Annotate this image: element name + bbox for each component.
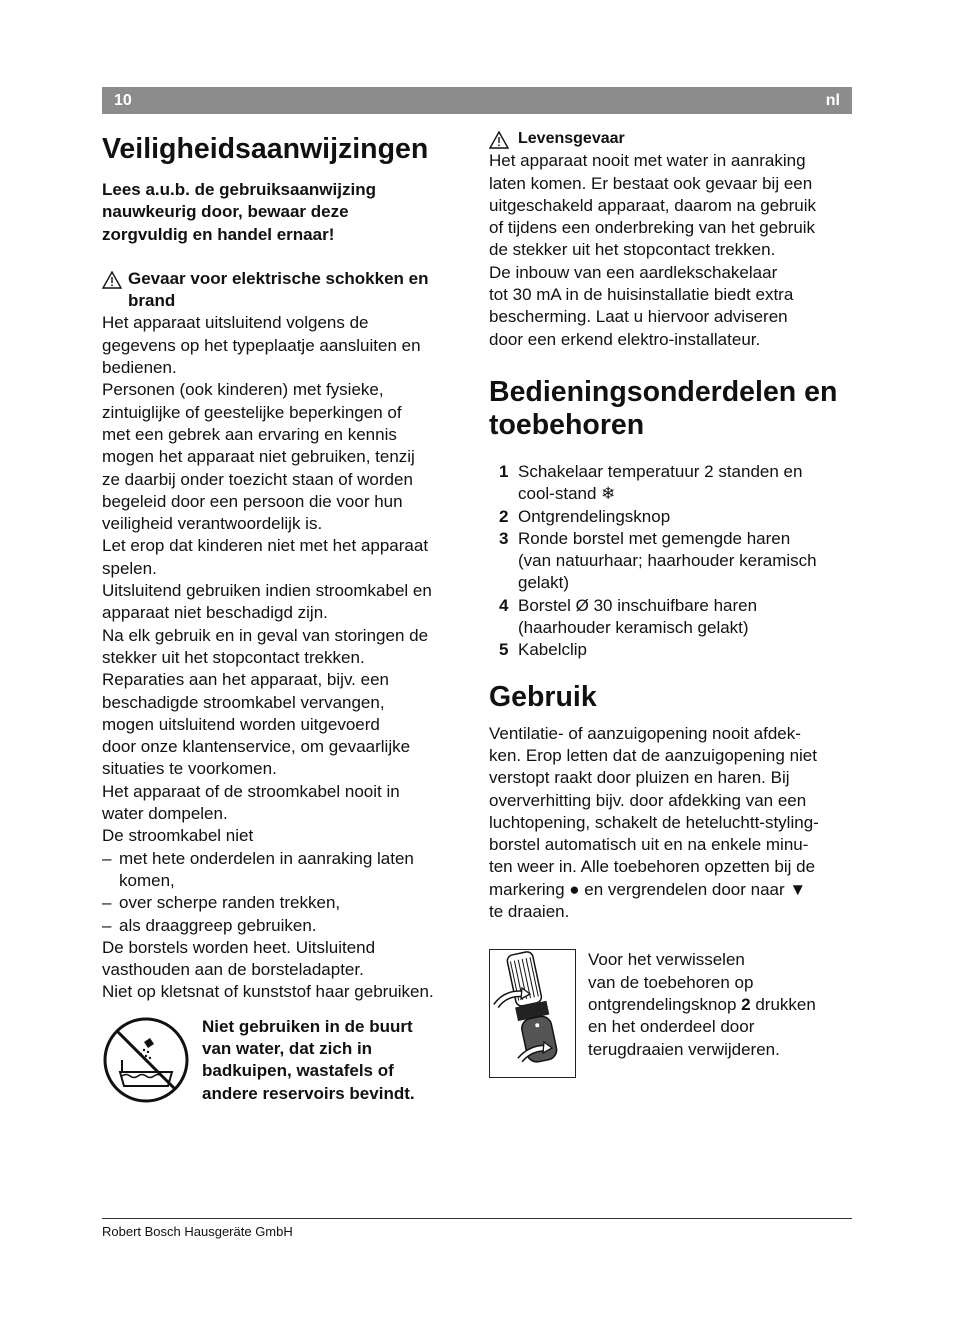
part-number-ref: 2 bbox=[741, 994, 751, 1014]
swap-accessory-text bbox=[588, 949, 816, 1060]
body-line: De borstels worden heet. Uitsluitend bbox=[102, 937, 376, 957]
body-line: Reparaties aan het apparaat, bijv. een bbox=[102, 670, 389, 690]
body-line: veiligheid verantwoordelijk is. bbox=[102, 514, 323, 534]
notice-line: Niet gebruiken in de buurt bbox=[202, 1016, 413, 1036]
list-item: – als draaggreep gebruiken. bbox=[102, 915, 470, 937]
body-line: door onze klantenservice, om gevaarlijke bbox=[102, 737, 411, 757]
body-line: verstopt raakt door pluizen en haren. Bij bbox=[489, 768, 790, 788]
body-line: laten komen. Er bestaat ook gevaar bij een bbox=[489, 173, 813, 193]
body-line: mogen uitsluitend worden uitgevoerd bbox=[102, 714, 380, 734]
list-item-text: gelakt) bbox=[518, 573, 570, 593]
safety-title: Veiligheidsaanwijzingen bbox=[102, 133, 429, 165]
body-line: bedienen. bbox=[102, 358, 177, 378]
parts-title-line: toebehoren bbox=[489, 408, 645, 441]
body-line: situaties te voorkomen. bbox=[102, 759, 277, 779]
body-line: apparaat niet beschadigd zijn. bbox=[102, 603, 328, 623]
language-code: nl bbox=[825, 92, 840, 109]
parts-list bbox=[489, 461, 854, 662]
body-line: Ventilatie- of aanzuigopening nooit afdek- bbox=[489, 723, 801, 743]
body-line: Niet op kletsnat of kunststof haar gebruiken. bbox=[102, 982, 434, 1002]
item-number: 2 bbox=[499, 506, 509, 526]
body-line: ze daarbij onder toezicht staan of worden bbox=[102, 469, 413, 489]
left-column bbox=[102, 128, 470, 1110]
warning-triangle-icon bbox=[102, 268, 128, 313]
page-number: 10 bbox=[114, 92, 132, 109]
body-line: stekker uit het stopcontact trekken. bbox=[102, 647, 365, 667]
body-line: water dompelen. bbox=[102, 804, 228, 824]
list-item bbox=[489, 528, 854, 595]
item-number: 3 bbox=[499, 528, 509, 548]
parts-title-line: Bedieningsonderdelen en bbox=[489, 375, 838, 408]
body-line: begeleid door een persoon die voor hun bbox=[102, 491, 403, 511]
body-line: Het apparaat nooit met water in aanraking bbox=[489, 151, 806, 171]
body-line: De stroomkabel niet bbox=[102, 826, 254, 846]
body-line: ontgrendelingsknop 2 drukken bbox=[588, 994, 816, 1014]
list-item-text: cool-stand ❄ bbox=[518, 484, 616, 504]
swap-accessory-section bbox=[489, 949, 854, 1078]
body-line: te draaien. bbox=[489, 902, 570, 922]
right-column bbox=[489, 128, 854, 1078]
brush-release-illustration bbox=[489, 949, 576, 1078]
use-body bbox=[489, 723, 854, 924]
body-line: Uitsluitend gebruiken indien stroomkabel en bbox=[102, 581, 432, 601]
body-line: met een gebrek aan ervaring en kennis bbox=[102, 424, 397, 444]
list-item-text: (haarhouder keramisch gelakt) bbox=[518, 618, 749, 638]
parts-title bbox=[489, 376, 854, 442]
intro-line: Lees a.u.b. de gebruiksaanwijzing bbox=[102, 180, 376, 199]
header-bar bbox=[102, 87, 852, 114]
intro-text bbox=[102, 179, 470, 246]
body-line: en het onderdeel door bbox=[588, 1017, 755, 1037]
list-item-text: met hete onderdelen in aanraking laten bbox=[119, 848, 414, 868]
warning-title-line: Gevaar voor elektrische schokken en bbox=[128, 268, 429, 288]
list-item-text: Ontgrendelingsknop bbox=[518, 506, 671, 526]
footer-company: Robert Bosch Hausgeräte GmbH bbox=[102, 1224, 293, 1239]
list-item-text: Borstel Ø 30 inschuifbare haren bbox=[518, 595, 758, 615]
footer-divider bbox=[102, 1218, 852, 1219]
body-line: ten weer in. Alle toebehoren opzetten bij de bbox=[489, 857, 816, 877]
list-item-text: over scherpe randen trekken, bbox=[119, 893, 341, 913]
no-water-text bbox=[202, 1016, 415, 1105]
notice-line: andere reservoirs bevindt. bbox=[202, 1083, 415, 1103]
life-danger-heading bbox=[489, 128, 854, 150]
notice-line: badkuipen, wastafels of bbox=[202, 1061, 394, 1081]
body-line: door een erkend elektro-installateur. bbox=[489, 329, 761, 349]
body-line: beschadigde stroomkabel vervangen, bbox=[102, 692, 385, 712]
body-line: De inbouw van een aardlekschakelaar bbox=[489, 262, 778, 282]
body-line: tot 30 mA in de huisinstallatie biedt extra bbox=[489, 285, 794, 305]
body-line: ken. Erop letten dat de aanzuigopening niet bbox=[489, 745, 817, 765]
body-line: Let erop dat kinderen niet met het apparaat bbox=[102, 536, 429, 556]
body-line: gegevens op het typeplaatje aansluiten en bbox=[102, 335, 421, 355]
list-item-text: Ronde borstel met gemengde haren bbox=[518, 528, 791, 548]
body-line: bescherming. Laat u hiervoor adviseren bbox=[489, 307, 788, 327]
life-danger-body bbox=[489, 150, 854, 351]
body-line: borstel automatisch uit en na enkele minu- bbox=[489, 835, 809, 855]
safety-body bbox=[102, 312, 470, 1003]
body-line: Na elk gebruik en in geval van storingen de bbox=[102, 625, 429, 645]
body-line: of tijdens een onderbreking van het gebruik bbox=[489, 218, 816, 238]
body-line: Personen (ook kinderen) met fysieke, bbox=[102, 380, 384, 400]
list-item-text: komen, bbox=[119, 870, 175, 890]
list-item-text: als draaggreep gebruiken. bbox=[119, 915, 317, 935]
body-line: Voor het verwisselen bbox=[588, 950, 745, 970]
body-line: terugdraaien verwijderen. bbox=[588, 1039, 780, 1059]
body-line: van de toebehoren op bbox=[588, 972, 754, 992]
body-line: spelen. bbox=[102, 558, 157, 578]
warning-triangle-icon bbox=[489, 128, 518, 150]
item-number: 4 bbox=[499, 595, 509, 615]
intro-line: nauwkeurig door, bewaar deze bbox=[102, 202, 349, 222]
notice-line: van water, dat zich in bbox=[202, 1038, 373, 1058]
body-line: Het apparaat uitsluitend volgens de bbox=[102, 313, 369, 333]
list-item: – over scherpe randen trekken, bbox=[102, 892, 470, 914]
body-line: markering ● en vergrendelen door naar ▼ bbox=[489, 879, 807, 899]
list-item bbox=[489, 639, 854, 661]
body-line: vasthouden aan de borsteladapter. bbox=[102, 960, 364, 980]
body-line: mogen het apparaat niet gebruiken, tenzij bbox=[102, 447, 415, 467]
body-line: zintuiglijke of geestelijke beperkingen of bbox=[102, 402, 402, 422]
item-number: 5 bbox=[499, 640, 509, 660]
shock-warning-heading bbox=[102, 268, 470, 313]
intro-line: zorgvuldig en handel ernaar! bbox=[102, 224, 335, 244]
life-danger-title: Levensgevaar bbox=[518, 130, 625, 147]
list-item-text: Kabelclip bbox=[518, 640, 587, 660]
body-line: oververhitting bijv. door afdekking van een bbox=[489, 790, 807, 810]
body-line: uitgeschakeld apparaat, daarom na gebruik bbox=[489, 195, 816, 215]
use-title: Gebruik bbox=[489, 680, 597, 713]
list-item-text: Schakelaar temperatuur 2 standen en bbox=[518, 461, 803, 481]
body-line: luchtopening, schakelt de heteluchtt-styling- bbox=[489, 812, 819, 832]
no-water-notice bbox=[102, 1016, 470, 1110]
no-water-bathtub-icon bbox=[102, 1016, 202, 1110]
list-item: – met hete onderdelen in aanraking laten komen, bbox=[102, 848, 470, 893]
list-item bbox=[489, 595, 854, 640]
body-line: Het apparaat of de stroomkabel nooit in bbox=[102, 781, 400, 801]
list-item bbox=[489, 461, 854, 506]
item-number: 1 bbox=[499, 461, 509, 481]
list-item-text: (van natuurhaar; haarhouder keramisch bbox=[518, 551, 817, 571]
body-line: de stekker uit het stopcontact trekken. bbox=[489, 240, 776, 260]
list-item bbox=[489, 506, 854, 528]
warning-title-line: brand bbox=[128, 291, 176, 311]
